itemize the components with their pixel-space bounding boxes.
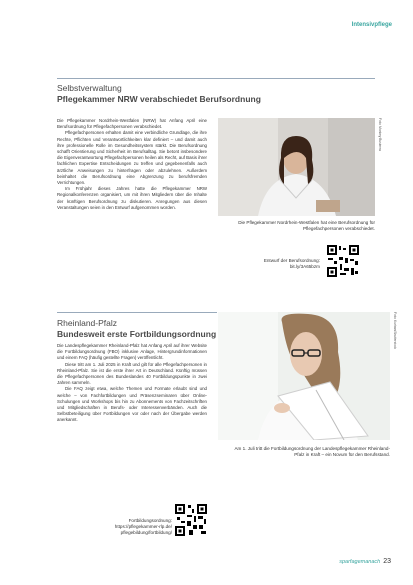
divider [57, 78, 375, 79]
article2-qr-text [72, 518, 172, 537]
divider [57, 312, 217, 313]
reading-woman-image [218, 312, 390, 440]
article1-qr-code[interactable] [326, 244, 360, 278]
nurse-image [218, 118, 375, 216]
article2-body [57, 343, 207, 424]
article2-photo-credit: Foto: Kurhan/Shutterstock [393, 312, 397, 350]
article1-photo-credit: Foto: Monkey Business [378, 118, 382, 152]
article2-paragraph: Die FAQ zeigt etwa, welche Themen und Formate erlaubt sind und welche – von Fachfortbildungen und Präsenzseminaren über Online-Schulungen und Workshops bis hin zu Abonnements von Fachzeitschriften und Mitgliedschaften in Berufs- oder Interessenverbänden. Auch die Selbstbeteiligung über Fortbildungen vor oder nach der Übergabe werden anerkannt. [57, 386, 207, 423]
article2-paragraph: Diese tritt am 1. Juli 2025 in Kraft und gilt für alle Pflegefachpersonen in Rheinland-Pfalz. Sie ist die erste ihrer Art in Deutschland. Künftig müssen die Pflegefachpersonen des Bundeslandes 40 Fortbildungspunkte in zwei Jahren sammeln. [57, 361, 207, 386]
article2-title: Bundesweit erste Fortbildungsordnung [57, 329, 217, 339]
article1-photo [218, 118, 375, 216]
article1-qr-text [240, 258, 320, 270]
article1-paragraph: Die Pflegekammer Nordrhein-Westfalen (NRW) hat Anfang April eine Berufsordnung für Pflegefachpersonen verabschiedet. [57, 118, 207, 130]
page-footer [339, 558, 391, 565]
article1-paragraph: Pflegefachpersonen erhalten damit eine verbindliche Grundlage, die ihre Rechte, Pflichten und Verantwortlichkeiten klar definiert – und damit auch ihre professionelle Rolle im Gesundheitssystem stärkt. Die Berufsordnung schafft Orientierung und Sicherheit im Berufsalltag. Sie betont insbesondere die Eigenverantwortung Pflegefachpersonen heilen als Recht, auf Basis ihrer fachlichen Expertise Entscheidungen zu treffen und gegebenenfalls auch ärztliche Anweisungen zu hinterfragen oder abzulehnen. Außerdem beinhaltet die Berufsordnung eine Abgrenzung zu berufsfremden Verrichtungen. [57, 130, 207, 186]
article2-label: Rheinland-Pfalz [57, 318, 118, 328]
article2-photo [218, 312, 390, 440]
footer-brand: sparfagemanach [339, 559, 381, 565]
qr-link[interactable]: bit.ly/3A65bzm [289, 264, 320, 270]
qr-label: Fortbildungsordnung: [128, 518, 172, 523]
section-tag: Intensivpflege [351, 22, 392, 28]
article1-body [57, 118, 207, 211]
article2-caption: Am 1. Juli tritt die Fortbildungsordnung der Landespflegekammer Rheinland-Pfalz in Kraft – ein Novum für den Berufsstand. [234, 446, 390, 458]
qr-link[interactable]: https://pflegekammer-rlp.de/ [114, 524, 172, 530]
page-number: 23 [383, 558, 391, 565]
qr-label: Entwurf der Berufsordnung: [263, 258, 320, 263]
article1-label: Selbstverwaltung [57, 83, 122, 93]
qr-link[interactable]: pflegebildung/fortbildung/ [120, 530, 172, 536]
article1-title: Pflegekammer NRW verabschiedet Berufsordnung [57, 94, 261, 104]
article2-qr-code[interactable] [174, 503, 208, 537]
article1-caption: Die Pflegekammer Nordrhein-Westfalen hat eine Berufsordnung für Pflegefachpersonen verabschiedet. [238, 220, 375, 232]
article1-paragraph: Im Frühjahr dieses Jahres hatte die Pflegekammer NRW Regionalkonferenzen organisiert, um mit ihren Mitgliedern über die Inhalte der künftigen Berufsordnung zu diskutieren. Anregungen aus diesen Veranstaltungen seien in den Entwurf aufgenommen worden. [57, 186, 207, 210]
article2-paragraph: Die Landespflegekammer Rheinland-Pfalz hat Anfang April auf ihrer Website die Fortbildungsordnung (FBO) inklusive Anlage, Hintergrundinformationen und einem FAQ (häufig gestellte Fragen) veröffentlicht. [57, 343, 207, 361]
